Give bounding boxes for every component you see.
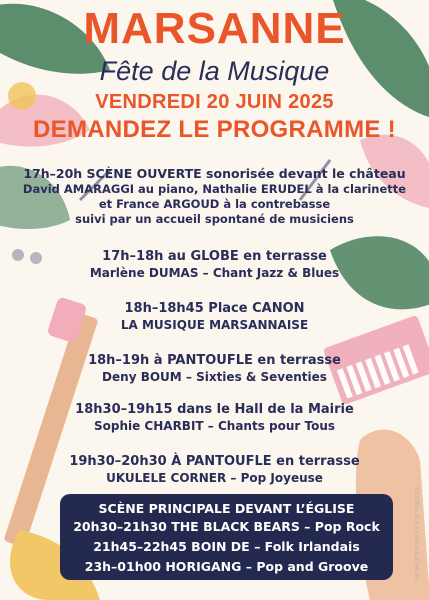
event-performers: Sophie CHARBIT – Chants pour Tous — [93, 419, 336, 433]
main-stage-act: 21h45–22h45 BOIN DE – Folk Irlandais — [93, 539, 360, 554]
main-stage-act: 20h30–21h30 THE BLACK BEARS – Pop Rock — [73, 519, 380, 534]
main-stage-heading: SCÈNE PRINCIPALE DEVANT L’ÉGLISE — [98, 501, 355, 516]
main-stage-box — [60, 494, 393, 580]
event-time-venue: 17h–20h SCÈNE OUVERTE sonorisée devant le château — [23, 166, 406, 181]
event-item-scene-ouverte — [0, 165, 429, 227]
poster-title: MARSANNE — [83, 4, 346, 53]
event-performers-cont: et France ARGOUD à la contrebasse — [98, 197, 331, 211]
poster-date: VENDREDI 20 JUIN 2025 — [95, 91, 334, 113]
event-note: suivi par un accueil spontané de musiciens — [75, 212, 354, 226]
event-performers: UKULELE CORNER – Pop Joyeuse — [106, 471, 323, 485]
event-performers: LA MUSIQUE MARSANNAISE — [120, 318, 309, 332]
event-time-venue: 18h–18h45 Place CANON — [124, 301, 305, 316]
event-item-mairie — [0, 401, 429, 434]
event-time-venue: 19h30–20h30 À PANTOUFLE en terrasse — [69, 454, 360, 469]
event-time-venue: 18h30–19h15 dans le Hall de la Mairie — [75, 402, 354, 417]
poster-subtitle: Fête de la Musique — [99, 56, 330, 86]
event-item-pantoufle-1 — [0, 352, 429, 385]
event-performers: Marlène DUMAS – Chant Jazz & Blues — [89, 266, 340, 280]
event-performers: Deny BOUM – Sixties & Seventies — [102, 370, 327, 384]
side-credit-text: NE PAS JETER SUR LA VOIE PUBLIQUE — [415, 486, 421, 580]
event-item-place-canon — [0, 300, 429, 333]
event-performers: David AMARAGGI au piano, Nathalie ERUDEL à la clarinette — [22, 182, 407, 196]
event-item-globe — [0, 248, 429, 281]
main-stage-act: 23h–01h00 HORIGANG – Pop and Groove — [84, 559, 369, 574]
event-item-pantoufle-2 — [0, 453, 429, 486]
event-time-venue: 18h–19h à PANTOUFLE en terrasse — [88, 353, 341, 368]
poster-call-to-action: DEMANDEZ LE PROGRAMME ! — [33, 116, 396, 143]
event-time-venue: 17h–18h au GLOBE en terrasse — [102, 249, 327, 264]
